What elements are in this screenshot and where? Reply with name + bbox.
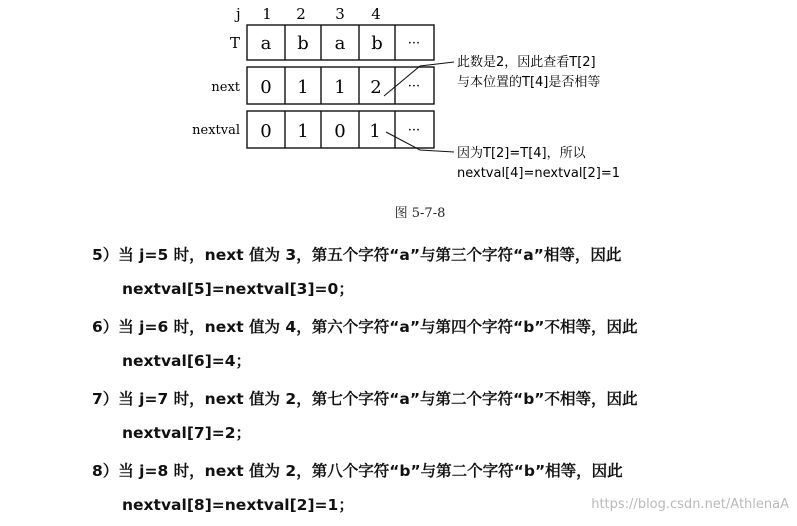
cell-t-3: a — [334, 33, 346, 54]
index-1: 1 — [262, 5, 272, 23]
paragraph-step-5 — [92, 238, 782, 306]
paragraph-step-6 — [92, 310, 782, 378]
cell-nextval-3: 0 — [334, 121, 346, 142]
annotation-note-1-line1: 此数是2，因此查看T[2] — [457, 55, 596, 70]
annotation-note-2-line2: nextval[4]=nextval[2]=1 — [457, 166, 621, 181]
paragraph-step-5-line2: nextval[5]=nextval[3]=0； — [122, 280, 354, 298]
annotation-note-2-line1: 因为T[2]=T[4]，所以 — [457, 146, 586, 161]
paragraph-step-8-line2: nextval[8]=nextval[2]=1； — [122, 496, 354, 514]
paragraph-step-6-line1: 6）当 j=6 时，next 值为 4，第六个字符“a”与第四个字符“b”不相等，因此 — [92, 318, 638, 336]
cell-t-1: a — [260, 33, 272, 54]
cell-next-4: 2 — [370, 77, 382, 98]
cell-next-2: 1 — [297, 77, 309, 98]
cell-next-1: 0 — [260, 77, 272, 98]
paragraph-step-7-line2: nextval[7]=2； — [122, 424, 252, 442]
index-4: 4 — [371, 5, 381, 23]
paragraph-step-7-line1: 7）当 j=7 时，next 值为 2，第七个字符“a”与第二个字符“b”不相等，因此 — [92, 390, 638, 408]
cell-next-5: ··· — [407, 79, 421, 94]
paragraph-step-6-line2: nextval[6]=4； — [122, 352, 252, 370]
paragraph-step-8-line1: 8）当 j=8 时，next 值为 2，第八个字符“b”与第二个字符“b”相等，因此 — [92, 462, 623, 480]
figure-caption: 图 5-7-8 — [394, 206, 446, 221]
watermark: https://blog.csdn.net/AthlenaA — [591, 497, 789, 512]
index-3: 3 — [335, 5, 345, 23]
annotation-note-1-line2: 与本位置的T[4]是否相等 — [457, 75, 601, 90]
paragraph-step-5-line1: 5）当 j=5 时，next 值为 3，第五个字符“a”与第三个字符“a”相等，因此 — [92, 246, 622, 264]
cell-t-4: b — [371, 33, 383, 54]
cell-t-5: ··· — [407, 36, 421, 51]
row-label-t: T — [229, 34, 240, 52]
cell-t-2: b — [297, 33, 309, 54]
row-label-nextval: nextval — [192, 123, 240, 138]
cell-next-3: 1 — [334, 77, 346, 98]
paragraph-step-7 — [92, 382, 782, 450]
index-label: j — [236, 5, 241, 23]
cell-nextval-5: ··· — [407, 123, 421, 138]
row-label-next: next — [211, 80, 240, 95]
kmp-nextval-figure — [0, 0, 797, 200]
cell-nextval-4: 1 — [369, 121, 381, 142]
cell-nextval-1: 0 — [260, 121, 272, 142]
index-2: 2 — [296, 5, 306, 23]
cell-nextval-2: 1 — [297, 121, 309, 142]
